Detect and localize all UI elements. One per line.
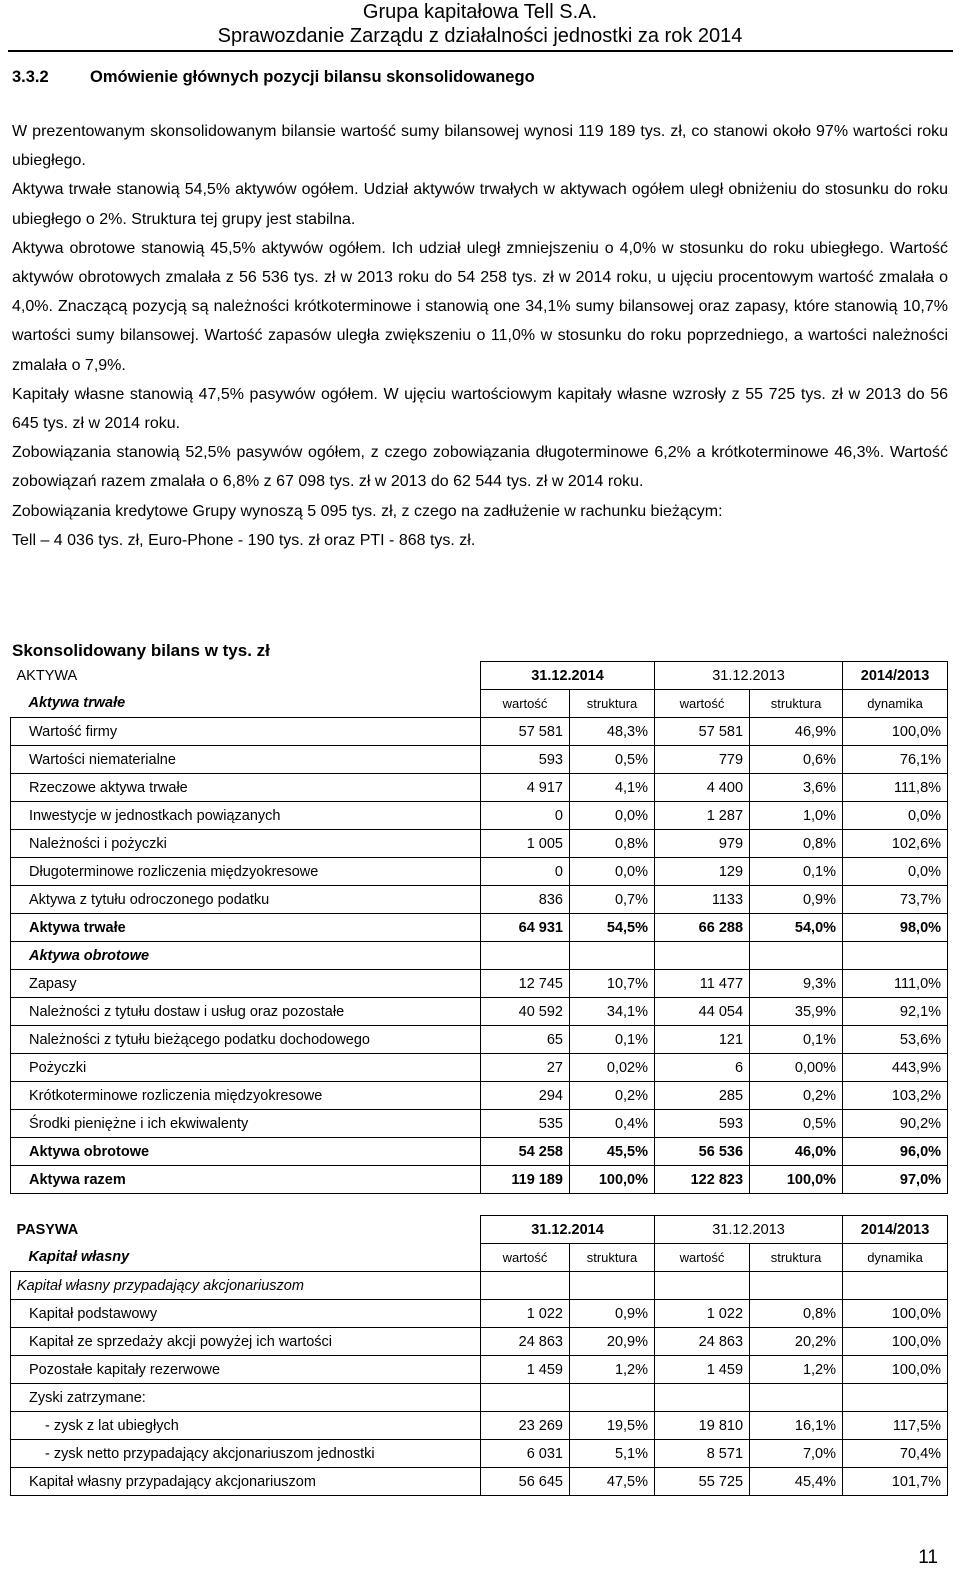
- row-label: - zysk z lat ubiegłych: [11, 1412, 481, 1440]
- sub-structure-2014: struktura: [570, 690, 655, 718]
- dynamics: 53,6%: [843, 1026, 948, 1054]
- equity-row: [11, 1328, 948, 1356]
- structure-2014: 0,9%: [570, 1300, 655, 1328]
- structure-2014: 0,0%: [570, 802, 655, 830]
- value-2013: 1 287: [655, 802, 750, 830]
- structure-2014: 54,5%: [570, 914, 655, 942]
- structure-2013: 0,9%: [750, 886, 843, 914]
- dynamics: 97,0%: [843, 1166, 948, 1194]
- sub-value-2014: wartość: [481, 690, 570, 718]
- dynamics: 100,0%: [843, 718, 948, 746]
- structure-2014: 0,8%: [570, 830, 655, 858]
- structure-2013: 45,4%: [750, 1468, 843, 1496]
- sub-value-2013: wartość: [655, 690, 750, 718]
- assets-fixed-row: [11, 858, 948, 886]
- value-2013: 56 536: [655, 1138, 750, 1166]
- value-2014: 535: [481, 1110, 570, 1138]
- section-title: Omówienie głównych pozycji bilansu skonsolidowanego: [90, 68, 535, 86]
- structure-2013: 0,8%: [750, 1300, 843, 1328]
- structure-2014: 0,1%: [570, 1026, 655, 1054]
- sub-value-2014: wartość: [481, 1244, 570, 1272]
- dynamics: 96,0%: [843, 1138, 948, 1166]
- row-label: Rzeczowe aktywa trwałe: [11, 774, 481, 802]
- row-label: Pozostałe kapitały rezerwowe: [11, 1356, 481, 1384]
- value-2013: 979: [655, 830, 750, 858]
- value-2013: 129: [655, 858, 750, 886]
- paragraph: Kapitały własne stanowią 47,5% pasywów ogółem. W ujęciu wartościowym kapitały własne wzrosły z 55 725 tys. zł w 2013 do 56 645 tys. zł w 2014 roku.: [12, 385, 948, 433]
- assets-current-total-row: [11, 1138, 948, 1166]
- value-2014: 56 645: [481, 1468, 570, 1496]
- assets-fixed-row: [11, 718, 948, 746]
- value-2013: 1133: [655, 886, 750, 914]
- value-2014: 24 863: [481, 1328, 570, 1356]
- equity-row: [11, 1300, 948, 1328]
- sub-structure-2013: struktura: [750, 690, 843, 718]
- equity-total-row: [11, 1468, 948, 1496]
- assets-current-row: [11, 970, 948, 998]
- value-2014: 4 917: [481, 774, 570, 802]
- assets-grand-total-row: [11, 1166, 948, 1194]
- retained-earnings-row: [11, 1384, 948, 1412]
- retained-earnings-item-row: [11, 1440, 948, 1468]
- assets-group-label: Aktywa trwałe: [11, 690, 481, 718]
- dynamics: 117,5%: [843, 1412, 948, 1440]
- row-label: Należności i pożyczki: [11, 830, 481, 858]
- structure-2013: 20,2%: [750, 1328, 843, 1356]
- section-heading: [12, 68, 535, 87]
- row-label: Kapitał ze sprzedaży akcji powyżej ich wartości: [11, 1328, 481, 1356]
- row-label: Inwestycje w jednostkach powiązanych: [11, 802, 481, 830]
- paragraph: Tell – 4 036 tys. zł, Euro-Phone - 190 tys. zł oraz PTI - 868 tys. zł.: [12, 531, 476, 549]
- liabilities-col-2013: 31.12.2013: [655, 1216, 843, 1244]
- paragraph: W prezentowanym skonsolidowanym bilansie wartość sumy bilansowej wynosi 119 189 tys. zł, co stanowi około 97% wartości roku ubiegłego.: [12, 123, 948, 170]
- assets-col-2014: 31.12.2014: [481, 662, 655, 690]
- value-2014: 593: [481, 746, 570, 774]
- structure-2014: 19,5%: [570, 1412, 655, 1440]
- assets-current-heading-row: [11, 942, 948, 970]
- structure-2013: 0,00%: [750, 1054, 843, 1082]
- structure-2013: 46,0%: [750, 1138, 843, 1166]
- assets-col-dynamics: 2014/2013: [843, 662, 948, 690]
- row-label: - zysk netto przypadający akcjonariuszom jednostki: [11, 1440, 481, 1468]
- row-label: Aktywa z tytułu odroczonego podatku: [11, 886, 481, 914]
- value-2014: 54 258: [481, 1138, 570, 1166]
- assets-current-row: [11, 1054, 948, 1082]
- paragraph: Zobowiązania kredytowe Grupy wynoszą 5 095 tys. zł, z czego na zadłużenie w rachunku bieżącym:: [12, 502, 723, 520]
- sub-structure-2014: struktura: [570, 1244, 655, 1272]
- assets-fixed-total-row: [11, 914, 948, 942]
- assets-fixed-row: [11, 774, 948, 802]
- row-label: Kapitał podstawowy: [11, 1300, 481, 1328]
- liabilities-heading: PASYWA: [16, 1221, 79, 1238]
- value-2014: 1 459: [481, 1356, 570, 1384]
- value-2014: 119 189: [481, 1166, 570, 1194]
- dynamics: 100,0%: [843, 1328, 948, 1356]
- value-2013: 285: [655, 1082, 750, 1110]
- structure-2014: 0,2%: [570, 1082, 655, 1110]
- body-text: [12, 117, 948, 555]
- assets-current-row: [11, 1110, 948, 1138]
- assets-fixed-row: [11, 830, 948, 858]
- row-label: Pożyczki: [11, 1054, 481, 1082]
- dynamics: 101,7%: [843, 1468, 948, 1496]
- liabilities-col-dynamics: 2014/2013: [843, 1216, 948, 1244]
- paragraph: Aktywa trwałe stanowią 54,5% aktywów ogółem. Udział aktywów trwałych w aktywach ogółem uległ obniżeniu do stosunku do roku ubiegłego o 2%. Struktura tej grupy jest stabilna.: [12, 181, 948, 228]
- row-label: Wartość firmy: [11, 718, 481, 746]
- structure-2014: 100,0%: [570, 1166, 655, 1194]
- structure-2013: 54,0%: [750, 914, 843, 942]
- dynamics: 443,9%: [843, 1054, 948, 1082]
- header-company: Grupa kapitałowa Tell S.A.: [362, 1, 598, 23]
- dynamics: 102,6%: [843, 830, 948, 858]
- dynamics: 103,2%: [843, 1082, 948, 1110]
- structure-2014: 0,7%: [570, 886, 655, 914]
- value-2013: 44 054: [655, 998, 750, 1026]
- value-2013: 121: [655, 1026, 750, 1054]
- structure-2013: 0,2%: [750, 1082, 843, 1110]
- structure-2014: 10,7%: [570, 970, 655, 998]
- value-2013: 66 288: [655, 914, 750, 942]
- liabilities-subheader-row: [11, 1244, 948, 1272]
- paragraph: Zobowiązania stanowią 52,5% pasywów ogółem, z czego zobowiązania długoterminowe 6,2% a krótkoterminowe 46,3%. Wartość zobowiązań razem zmalała o 6,8% z 67 098 tys. zł w 2013 do 62 544 tys. zł w 2014 roku.: [12, 444, 948, 491]
- structure-2013: 7,0%: [750, 1440, 843, 1468]
- structure-2014: 4,1%: [570, 774, 655, 802]
- assets-current-row: [11, 1082, 948, 1110]
- assets-col-2013: 31.12.2013: [655, 662, 843, 690]
- value-2013: 24 863: [655, 1328, 750, 1356]
- value-2013: 1 459: [655, 1356, 750, 1384]
- structure-2013: 0,8%: [750, 830, 843, 858]
- value-2014: 0: [481, 858, 570, 886]
- structure-2013: 1,0%: [750, 802, 843, 830]
- value-2013: 1 022: [655, 1300, 750, 1328]
- value-2013: 11 477: [655, 970, 750, 998]
- structure-2014: 0,0%: [570, 858, 655, 886]
- structure-2013: 16,1%: [750, 1412, 843, 1440]
- value-2013: 593: [655, 1110, 750, 1138]
- equity-heading-row: [11, 1272, 948, 1300]
- liabilities-group-label: Kapitał własny: [28, 1249, 130, 1266]
- assets-current-row: [11, 998, 948, 1026]
- row-label: Należności z tytułu dostaw i usług oraz pozostałe: [11, 998, 481, 1026]
- value-2014: 64 931: [481, 914, 570, 942]
- sub-dynamics: dynamika: [843, 690, 948, 718]
- assets-fixed-row: [11, 886, 948, 914]
- value-2014: 836: [481, 886, 570, 914]
- value-2013: 6: [655, 1054, 750, 1082]
- page-number: 11: [918, 1547, 938, 1568]
- row-label: Aktywa obrotowe: [11, 1138, 481, 1166]
- sub-dynamics: dynamika: [843, 1244, 948, 1272]
- structure-2013: 3,6%: [750, 774, 843, 802]
- value-2013: 779: [655, 746, 750, 774]
- liabilities-col-2014: 31.12.2014: [481, 1216, 655, 1244]
- row-label: Aktywa trwałe: [11, 914, 481, 942]
- value-2014: 294: [481, 1082, 570, 1110]
- value-2014: 57 581: [481, 718, 570, 746]
- structure-2014: 34,1%: [570, 998, 655, 1026]
- structure-2013: 0,1%: [750, 858, 843, 886]
- row-label: Długoterminowe rozliczenia międzyokresowe: [11, 858, 481, 886]
- structure-2013: 46,9%: [750, 718, 843, 746]
- structure-2014: 48,3%: [570, 718, 655, 746]
- row-label: Zapasy: [11, 970, 481, 998]
- dynamics: 73,7%: [843, 886, 948, 914]
- assets-table: [10, 661, 948, 1194]
- value-2013: 19 810: [655, 1412, 750, 1440]
- structure-2013: 1,2%: [750, 1356, 843, 1384]
- row-label: Należności z tytułu bieżącego podatku dochodowego: [11, 1026, 481, 1054]
- structure-2013: 35,9%: [750, 998, 843, 1026]
- value-2013: 4 400: [655, 774, 750, 802]
- value-2013: 122 823: [655, 1166, 750, 1194]
- value-2014: 40 592: [481, 998, 570, 1026]
- row-label: Środki pieniężne i ich ekwiwalenty: [11, 1110, 481, 1138]
- value-2014: 0: [481, 802, 570, 830]
- retained-earnings-item-row: [11, 1412, 948, 1440]
- sub-value-2013: wartość: [655, 1244, 750, 1272]
- liabilities-header-row: [11, 1216, 948, 1244]
- structure-2014: 0,02%: [570, 1054, 655, 1082]
- value-2013: 55 725: [655, 1468, 750, 1496]
- section-number: 3.3.2: [12, 68, 49, 86]
- header-report-title: Sprawozdanie Zarządu z działalności jednostki za rok 2014: [217, 25, 743, 47]
- assets-fixed-row: [11, 802, 948, 830]
- assets-current-row: [11, 1026, 948, 1054]
- dynamics: 90,2%: [843, 1110, 948, 1138]
- structure-2013: 9,3%: [750, 970, 843, 998]
- structure-2013: 0,5%: [750, 1110, 843, 1138]
- value-2014: 1 005: [481, 830, 570, 858]
- dynamics: 98,0%: [843, 914, 948, 942]
- assets-fixed-row: [11, 746, 948, 774]
- sub-structure-2013: struktura: [750, 1244, 843, 1272]
- row-label: Krótkoterminowe rozliczenia międzyokresowe: [11, 1082, 481, 1110]
- retained-earnings-label: Zyski zatrzymane:: [11, 1384, 481, 1412]
- header-divider: [8, 50, 953, 52]
- value-2014: 23 269: [481, 1412, 570, 1440]
- structure-2014: 20,9%: [570, 1328, 655, 1356]
- structure-2014: 1,2%: [570, 1356, 655, 1384]
- table-title: Skonsolidowany bilans w tys. zł: [12, 641, 270, 660]
- dynamics: 100,0%: [843, 1300, 948, 1328]
- structure-2014: 5,1%: [570, 1440, 655, 1468]
- row-label: Kapitał własny przypadający akcjonariuszom: [11, 1468, 481, 1496]
- structure-2014: 45,5%: [570, 1138, 655, 1166]
- assets-header-row: [11, 662, 948, 690]
- value-2014: 1 022: [481, 1300, 570, 1328]
- dynamics: 111,0%: [843, 970, 948, 998]
- value-2014: 12 745: [481, 970, 570, 998]
- structure-2014: 0,4%: [570, 1110, 655, 1138]
- document-header: [205, 0, 755, 48]
- value-2014: 65: [481, 1026, 570, 1054]
- structure-2013: 0,6%: [750, 746, 843, 774]
- value-2014: 6 031: [481, 1440, 570, 1468]
- structure-2014: 47,5%: [570, 1468, 655, 1496]
- structure-2013: 0,1%: [750, 1026, 843, 1054]
- structure-2014: 0,5%: [570, 746, 655, 774]
- liabilities-table: [10, 1215, 948, 1496]
- assets-heading: AKTYWA: [16, 667, 78, 684]
- paragraph: Aktywa obrotowe stanowią 45,5% aktywów ogółem. Ich udział uległ zmniejszeniu o 4,0% w stosunku do roku ubiegłego. Wartość aktywów obrotowych zmalała z 56 536 tys. zł w 2013 roku do 54 258 tys. zł w 2014 roku, u ujęciu procentowym wartość zmalała o 4,0%. Znaczącą pozycją są należności krótkoterminowe i stanowią one 34,1% sumy bilansowej oraz zapasy, które stanowią 10,7% wartości sumy bilansowej. Wartość zapasów uległa zwiększeniu o 11,0% w stosunku do roku poprzedniego, a wartości należności zmalała o 7,9%.: [12, 239, 948, 374]
- assets-subheader-row: [11, 690, 948, 718]
- row-label: Aktywa razem: [11, 1166, 481, 1194]
- equity-row: [11, 1356, 948, 1384]
- dynamics: 92,1%: [843, 998, 948, 1026]
- dynamics: 100,0%: [843, 1356, 948, 1384]
- structure-2013: 100,0%: [750, 1166, 843, 1194]
- value-2013: 8 571: [655, 1440, 750, 1468]
- dynamics: 0,0%: [843, 802, 948, 830]
- row-label: Wartości niematerialne: [11, 746, 481, 774]
- value-2013: 57 581: [655, 718, 750, 746]
- dynamics: 76,1%: [843, 746, 948, 774]
- dynamics: 70,4%: [843, 1440, 948, 1468]
- assets-current-heading: Aktywa obrotowe: [11, 942, 481, 970]
- dynamics: 0,0%: [843, 858, 948, 886]
- dynamics: 111,8%: [843, 774, 948, 802]
- value-2014: 27: [481, 1054, 570, 1082]
- equity-heading: Kapitał własny przypadający akcjonariuszom: [11, 1272, 481, 1300]
